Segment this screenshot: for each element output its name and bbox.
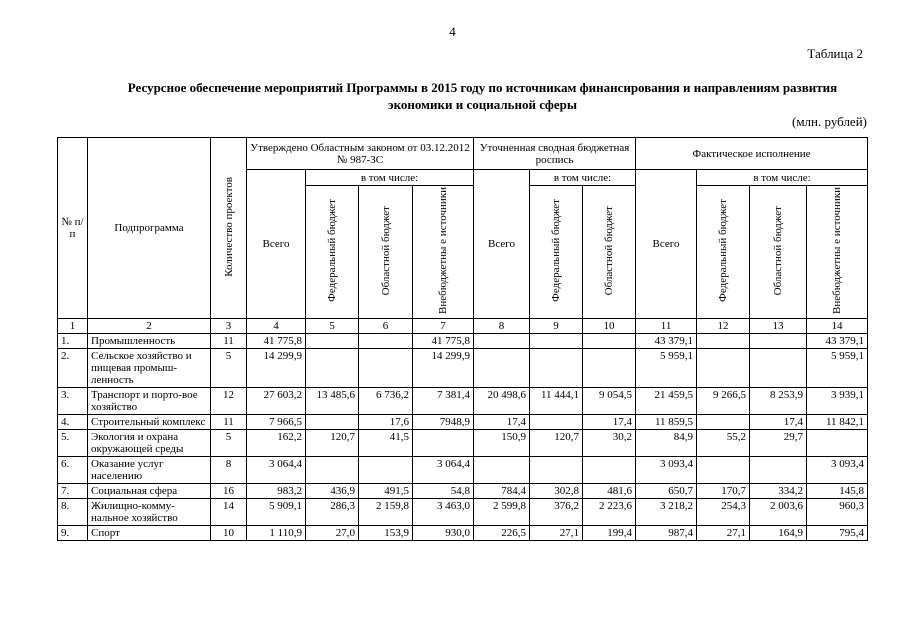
approved-federal-cell: 13 485,6: [306, 387, 359, 414]
table-row: [58, 483, 868, 498]
subprogram-name-cell: Спорт: [88, 525, 211, 540]
units-label: (млн. рублей): [792, 114, 867, 129]
actual-incl-header: в том числе:: [697, 170, 868, 186]
approved-regional-cell: 153,9: [359, 525, 413, 540]
subprogram-name-cell: Строительный комплекс: [88, 414, 211, 429]
approved-extra-cell: 41 775,8: [413, 333, 474, 348]
refined-federal-cell: 376,2: [530, 498, 583, 525]
column-number-cell: 13: [750, 318, 807, 333]
refined-federal-cell: [530, 333, 583, 348]
actual-regional-cell: 164,9: [750, 525, 807, 540]
approved-total-cell: 983,2: [247, 483, 306, 498]
actual-federal-label: Федеральный бюджет: [717, 199, 730, 302]
actual-federal-cell: [697, 456, 750, 483]
approved-extra-cell: 7948,9: [413, 414, 474, 429]
actual-extra-cell: 3 093,4: [807, 456, 868, 483]
actual-regional-label: Областной бюджет: [772, 205, 785, 296]
approved-federal-cell: 120,7: [306, 429, 359, 456]
approved-regional-label: Областной бюджет: [379, 205, 392, 296]
actual-federal-header: [697, 186, 750, 319]
approved-total-header: Всего: [247, 170, 306, 319]
actual-extra-cell: 43 379,1: [807, 333, 868, 348]
column-number-cell: 2: [88, 318, 211, 333]
projects-count-cell: 8: [211, 456, 247, 483]
refined-regional-cell: 30,2: [583, 429, 636, 456]
approved-regional-header: [359, 186, 413, 319]
approved-regional-cell: [359, 348, 413, 387]
column-number-cell: 10: [583, 318, 636, 333]
col-header-projects-label: Количество проектов: [222, 176, 235, 277]
refined-total-cell: 784,4: [474, 483, 530, 498]
group-header-approved: Утверждено Областным законом от 03.12.2012 № 987-ЗС: [247, 138, 474, 170]
actual-total-cell: 650,7: [636, 483, 697, 498]
approved-federal-cell: [306, 456, 359, 483]
refined-total-cell: 2 599,8: [474, 498, 530, 525]
projects-count-cell: 5: [211, 429, 247, 456]
subprogram-name-cell: Экология и охрана окружающей среды: [88, 429, 211, 456]
subprogram-name-cell: Промышленность: [88, 333, 211, 348]
refined-federal-cell: [530, 348, 583, 387]
table-row: [58, 498, 868, 525]
refined-regional-cell: 2 223,6: [583, 498, 636, 525]
approved-federal-label: Федеральный бюджет: [326, 199, 338, 302]
actual-regional-cell: [750, 333, 807, 348]
approved-total-cell: 27 603,2: [247, 387, 306, 414]
row-number-cell: 2.: [58, 348, 88, 387]
refined-incl-header: в том числе:: [530, 170, 636, 186]
approved-federal-header: [306, 186, 359, 319]
refined-total-cell: [474, 348, 530, 387]
column-number-cell: 11: [636, 318, 697, 333]
refined-regional-header: [583, 186, 636, 319]
actual-regional-header: [750, 186, 807, 319]
refined-total-cell: 150,9: [474, 429, 530, 456]
row-number-cell: 8.: [58, 498, 88, 525]
row-number-cell: 5.: [58, 429, 88, 456]
refined-regional-label: Областной бюджет: [603, 205, 616, 296]
refined-total-cell: [474, 333, 530, 348]
actual-extra-cell: [807, 429, 868, 456]
projects-count-cell: 11: [211, 333, 247, 348]
group-header-actual: Фактическое исполнение: [636, 138, 868, 170]
actual-total-cell: 11 859,5: [636, 414, 697, 429]
projects-count-cell: 12: [211, 387, 247, 414]
actual-extra-cell: 5 959,1: [807, 348, 868, 387]
approved-federal-cell: [306, 348, 359, 387]
table-row: [58, 333, 868, 348]
approved-regional-cell: [359, 333, 413, 348]
approved-total-cell: 14 299,9: [247, 348, 306, 387]
actual-regional-cell: 8 253,9: [750, 387, 807, 414]
approved-regional-cell: 17,6: [359, 414, 413, 429]
actual-extra-cell: 145,8: [807, 483, 868, 498]
actual-total-cell: 3 218,2: [636, 498, 697, 525]
refined-regional-cell: 17,4: [583, 414, 636, 429]
actual-total-header: Всего: [636, 170, 697, 319]
actual-regional-cell: 17,4: [750, 414, 807, 429]
actual-extra-label: Внебюджетны е источники: [831, 187, 844, 314]
page-number: 4: [449, 24, 456, 39]
approved-regional-cell: 41,5: [359, 429, 413, 456]
approved-extra-cell: [413, 429, 474, 456]
actual-total-cell: 3 093,4: [636, 456, 697, 483]
actual-regional-cell: 29,7: [750, 429, 807, 456]
column-number-cell: 9: [530, 318, 583, 333]
subprogram-name-cell: Социальная сфера: [88, 483, 211, 498]
approved-extra-cell: 14 299,9: [413, 348, 474, 387]
subprogram-name-cell: Жилищно-комму-нальное хозяйство: [88, 498, 211, 525]
column-number-cell: 3: [211, 318, 247, 333]
refined-regional-cell: 9 054,5: [583, 387, 636, 414]
table-body: [58, 333, 868, 540]
actual-total-cell: 84,9: [636, 429, 697, 456]
approved-total-cell: 1 110,9: [247, 525, 306, 540]
actual-total-cell: 21 459,5: [636, 387, 697, 414]
approved-incl-header: в том числе:: [306, 170, 474, 186]
projects-count-cell: 5: [211, 348, 247, 387]
approved-federal-cell: 27,0: [306, 525, 359, 540]
row-number-cell: 6.: [58, 456, 88, 483]
refined-federal-cell: [530, 456, 583, 483]
approved-total-cell: 3 064,4: [247, 456, 306, 483]
approved-regional-cell: [359, 456, 413, 483]
column-number-row: [58, 318, 868, 333]
refined-total-cell: 17,4: [474, 414, 530, 429]
approved-total-cell: 162,2: [247, 429, 306, 456]
actual-federal-cell: [697, 414, 750, 429]
row-number-cell: 3.: [58, 387, 88, 414]
approved-extra-label: Внебюджетны е источники: [437, 187, 450, 314]
approved-extra-cell: 54,8: [413, 483, 474, 498]
row-number-cell: 1.: [58, 333, 88, 348]
table-row: [58, 348, 868, 387]
actual-extra-cell: 11 842,1: [807, 414, 868, 429]
table-row: [58, 456, 868, 483]
projects-count-cell: 11: [211, 414, 247, 429]
column-number-cell: 14: [807, 318, 868, 333]
resource-table: [57, 137, 868, 541]
table-row: [58, 525, 868, 540]
refined-total-header: Всего: [474, 170, 530, 319]
refined-federal-cell: 120,7: [530, 429, 583, 456]
row-number-cell: 9.: [58, 525, 88, 540]
subprogram-name-cell: Оказание услуг населению: [88, 456, 211, 483]
actual-total-cell: 5 959,1: [636, 348, 697, 387]
row-number-cell: 7.: [58, 483, 88, 498]
table-row: [58, 429, 868, 456]
actual-extra-cell: 795,4: [807, 525, 868, 540]
column-number-cell: 1: [58, 318, 88, 333]
actual-federal-cell: 27,1: [697, 525, 750, 540]
column-number-cell: 12: [697, 318, 750, 333]
refined-regional-cell: [583, 348, 636, 387]
refined-regional-cell: 481,6: [583, 483, 636, 498]
col-header-no: № п/п: [58, 138, 88, 319]
refined-federal-cell: 27,1: [530, 525, 583, 540]
approved-extra-cell: 7 381,4: [413, 387, 474, 414]
column-number-cell: 5: [306, 318, 359, 333]
refined-regional-cell: [583, 456, 636, 483]
refined-federal-cell: [530, 414, 583, 429]
actual-regional-cell: 2 003,6: [750, 498, 807, 525]
actual-total-cell: 43 379,1: [636, 333, 697, 348]
column-number-cell: 4: [247, 318, 306, 333]
table-row: [58, 387, 868, 414]
refined-total-cell: 226,5: [474, 525, 530, 540]
refined-regional-cell: [583, 333, 636, 348]
column-number-cell: 8: [474, 318, 530, 333]
actual-extra-header: [807, 186, 868, 319]
subprogram-name-cell: Транспорт и порто-вое хозяйство: [88, 387, 211, 414]
actual-federal-cell: [697, 333, 750, 348]
table-row: [58, 414, 868, 429]
projects-count-cell: 10: [211, 525, 247, 540]
actual-regional-cell: [750, 456, 807, 483]
refined-federal-cell: 11 444,1: [530, 387, 583, 414]
approved-federal-cell: [306, 414, 359, 429]
refined-total-cell: [474, 456, 530, 483]
approved-total-cell: 7 966,5: [247, 414, 306, 429]
approved-regional-cell: 2 159,8: [359, 498, 413, 525]
projects-count-cell: 14: [211, 498, 247, 525]
approved-federal-cell: 286,3: [306, 498, 359, 525]
actual-federal-cell: [697, 348, 750, 387]
actual-extra-cell: 3 939,1: [807, 387, 868, 414]
approved-regional-cell: 6 736,2: [359, 387, 413, 414]
refined-federal-label: Федеральный бюджет: [550, 199, 563, 302]
subprogram-name-cell: Сельское хозяйство и пищевая промыш-ленность: [88, 348, 211, 387]
col-header-projects: [211, 138, 247, 319]
approved-extra-cell: 930,0: [413, 525, 474, 540]
approved-extra-header: [413, 186, 474, 319]
refined-federal-cell: 302,8: [530, 483, 583, 498]
table-label: Таблица 2: [807, 46, 863, 61]
approved-federal-cell: 436,9: [306, 483, 359, 498]
row-number-cell: 4.: [58, 414, 88, 429]
actual-regional-cell: [750, 348, 807, 387]
actual-regional-cell: 334,2: [750, 483, 807, 498]
approved-total-cell: 5 909,1: [247, 498, 306, 525]
actual-federal-cell: 254,3: [697, 498, 750, 525]
approved-extra-cell: 3 463,0: [413, 498, 474, 525]
approved-extra-cell: 3 064,4: [413, 456, 474, 483]
approved-total-cell: 41 775,8: [247, 333, 306, 348]
column-number-cell: 6: [359, 318, 413, 333]
actual-federal-cell: 170,7: [697, 483, 750, 498]
column-number-cell: 7: [413, 318, 474, 333]
projects-count-cell: 16: [211, 483, 247, 498]
actual-extra-cell: 960,3: [807, 498, 868, 525]
group-header-refined: Уточненная сводная бюджетная роспись: [474, 138, 636, 170]
actual-federal-cell: 55,2: [697, 429, 750, 456]
approved-regional-cell: 491,5: [359, 483, 413, 498]
approved-federal-cell: [306, 333, 359, 348]
refined-total-cell: 20 498,6: [474, 387, 530, 414]
actual-total-cell: 987,4: [636, 525, 697, 540]
actual-federal-cell: 9 266,5: [697, 387, 750, 414]
refined-regional-cell: 199,4: [583, 525, 636, 540]
col-header-subprogram: Подпрограмма: [88, 138, 211, 319]
document-title: Ресурсное обеспечение мероприятий Программы в 2015 году по источникам финансирования и направлениям развития экономики и социальной сферы: [127, 80, 838, 112]
refined-federal-header: [530, 186, 583, 319]
